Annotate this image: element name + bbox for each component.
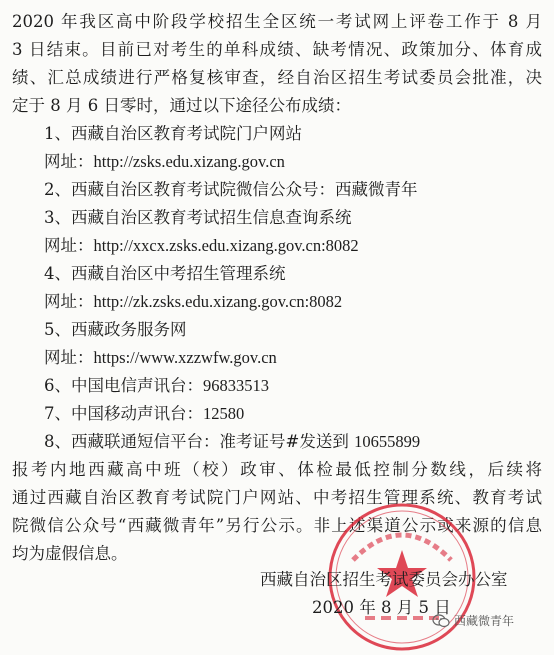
channel-6-label: 6、中国电信声讯台： [44, 376, 203, 395]
paragraph-2-line-1: 报考内地西藏高中班（校）政审、体检最低控制分数线，后续将 [12, 460, 542, 479]
watermark [432, 612, 514, 629]
paragraph-2-line-4: 均为虚假信息。 [12, 544, 128, 563]
paragraph-1-line-4: 定于 8 月 6 日零时，通过以下途径公布成绩： [12, 96, 351, 115]
channel-5-url-label: 网址： [44, 348, 94, 367]
paragraph-1-line-3: 绩、汇总成绩进行严格复核审查，经自治区招生考试委员会批准，决 [12, 68, 542, 87]
channel-1-url-label: 网址： [44, 152, 94, 171]
channel-4-label: 4、西藏自治区中考招生管理系统 [44, 264, 286, 283]
channel-8-label: 8、西藏联通短信平台：准考证号#发送到 [44, 432, 349, 451]
channel-3-url[interactable]: http://xxcx.zsks.edu.xizang.gov.cn:8082 [93, 236, 359, 255]
channel-6-row [0, 376, 554, 396]
channel-5-url[interactable]: https://www.xzzwfw.gov.cn [93, 348, 277, 367]
signature-organization: 西藏自治区招生考试委员会办公室 [260, 570, 508, 589]
channel-1-url-row [0, 152, 554, 172]
channel-3-url-label: 网址： [44, 236, 94, 255]
channel-1-label: 1、西藏自治区教育考试院门户网站 [44, 124, 302, 143]
paragraph-1-line-2: 3 日结束。目前已对考生的单科成绩、缺考情况、政策加分、体育成 [12, 40, 542, 59]
wechat-icon [432, 614, 450, 628]
paragraph-2-line-2: 通过西藏自治区教育考试院门户网站、中考招生管理系统、教育考试 [12, 488, 542, 507]
paragraph-2-line-3: 院微信公众号“西藏微青年”另行公示。非上述渠道公示或来源的信息 [12, 516, 542, 535]
channel-7-label: 7、中国移动声讯台： [44, 404, 203, 423]
watermark-text: 西藏微青年 [454, 614, 515, 628]
channel-3-label: 3、西藏自治区教育考试招生信息查询系统 [44, 208, 352, 227]
channel-1-url[interactable]: http://zsks.edu.xizang.gov.cn [93, 152, 285, 171]
channel-6-number: 96833513 [203, 376, 269, 395]
channel-2-label: 2、西藏自治区教育考试院微信公众号：西藏微青年 [44, 180, 418, 199]
channel-4-url-row [0, 292, 554, 312]
channel-5-label: 5、西藏政务服务网 [44, 320, 187, 339]
channel-5-url-row [0, 348, 554, 368]
channel-3-url-row [0, 236, 554, 256]
paragraph-1-line-1: 2020 年我区高中阶段学校招生全区统一考试网上评卷工作于 8 月 [12, 12, 542, 31]
channel-7-number: 12580 [203, 404, 245, 423]
channel-7-row [0, 404, 554, 424]
channel-4-url-label: 网址： [44, 292, 94, 311]
channel-8-row [0, 432, 554, 452]
channel-4-url[interactable]: http://zk.zsks.edu.xizang.gov.cn:8082 [93, 292, 343, 311]
channel-8-number: 10655899 [354, 432, 421, 451]
signature-date: 2020 年 8 月 5 日 [312, 598, 451, 617]
